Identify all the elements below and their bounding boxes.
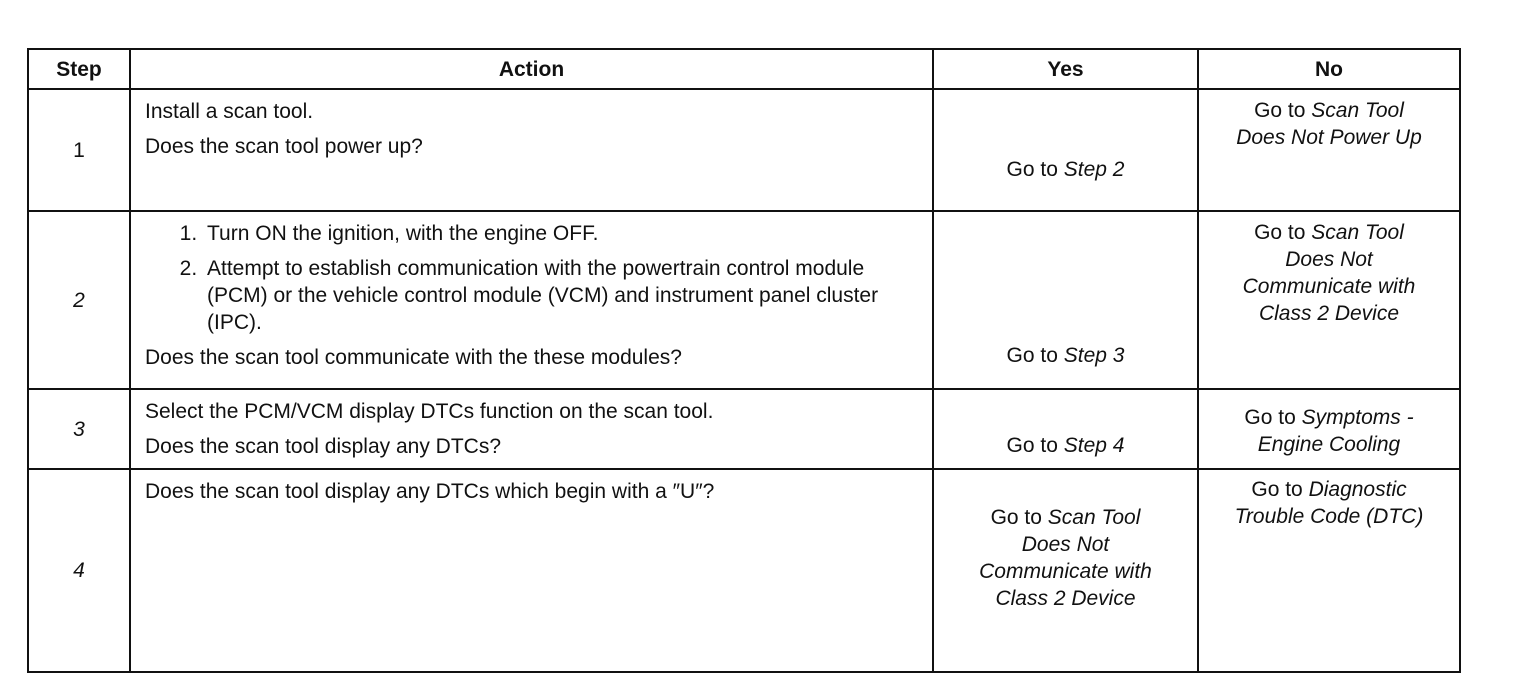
action-cell xyxy=(130,211,933,389)
no-text: Go to Diagnostic Trouble Code (DTC) xyxy=(1234,478,1424,528)
table-row xyxy=(28,211,1460,389)
yes-cell xyxy=(933,89,1198,211)
step-number: 3 xyxy=(28,389,130,469)
yes-text: Go to Step 4 xyxy=(1006,434,1125,457)
no-text: Go to Symptoms - Engine Cooling xyxy=(1244,406,1414,456)
no-cell xyxy=(1198,469,1460,672)
action-step: 1. Turn ON the ignition, with the engine OFF. xyxy=(203,220,918,247)
action-step: 2. Attempt to establish communication with the powertrain control module (PCM) or the vehicle control module (VCM) and instrument panel cluster (IPC). xyxy=(203,255,918,336)
yes-cell xyxy=(933,389,1198,469)
action-cell xyxy=(130,469,933,672)
action-cell xyxy=(130,89,933,211)
action-steps-list xyxy=(145,220,918,336)
header-yes: Yes xyxy=(933,49,1198,89)
header-step: Step xyxy=(28,49,130,89)
yes-text: Go to Scan Tool Does Not Communicate with Class 2 Device xyxy=(979,506,1152,610)
action-question: Does the scan tool display any DTCs? xyxy=(145,435,502,458)
no-cell xyxy=(1198,89,1460,211)
yes-text: Go to Step 2 xyxy=(1006,158,1125,181)
no-text: Go to Scan Tool Does Not Communicate with Class 2 Device xyxy=(1242,221,1416,325)
no-text: Go to Scan Tool Does Not Power Up xyxy=(1236,99,1422,149)
header-action: Action xyxy=(130,49,933,89)
action-question: Does the scan tool communicate with the these modules? xyxy=(145,346,682,369)
header-no: No xyxy=(1198,49,1460,89)
no-cell xyxy=(1198,211,1460,389)
no-cell xyxy=(1198,389,1460,469)
action-question: Does the scan tool power up? xyxy=(145,135,423,158)
step-number: 2 xyxy=(28,211,130,389)
yes-cell xyxy=(933,469,1198,672)
action-line: Install a scan tool. xyxy=(145,100,314,123)
header-row xyxy=(28,49,1460,89)
diagnostic-table xyxy=(27,48,1461,673)
step-number: 4 xyxy=(28,469,130,672)
yes-text: Go to Step 3 xyxy=(1006,344,1125,367)
yes-cell xyxy=(933,211,1198,389)
action-question: Does the scan tool display any DTCs which begin with a ″U″? xyxy=(145,480,715,503)
step-number: 1 xyxy=(28,89,130,211)
action-cell xyxy=(130,389,933,469)
action-line: Select the PCM/VCM display DTCs function on the scan tool. xyxy=(145,400,714,423)
table-row xyxy=(28,89,1460,211)
table-row xyxy=(28,389,1460,469)
table-row xyxy=(28,469,1460,672)
